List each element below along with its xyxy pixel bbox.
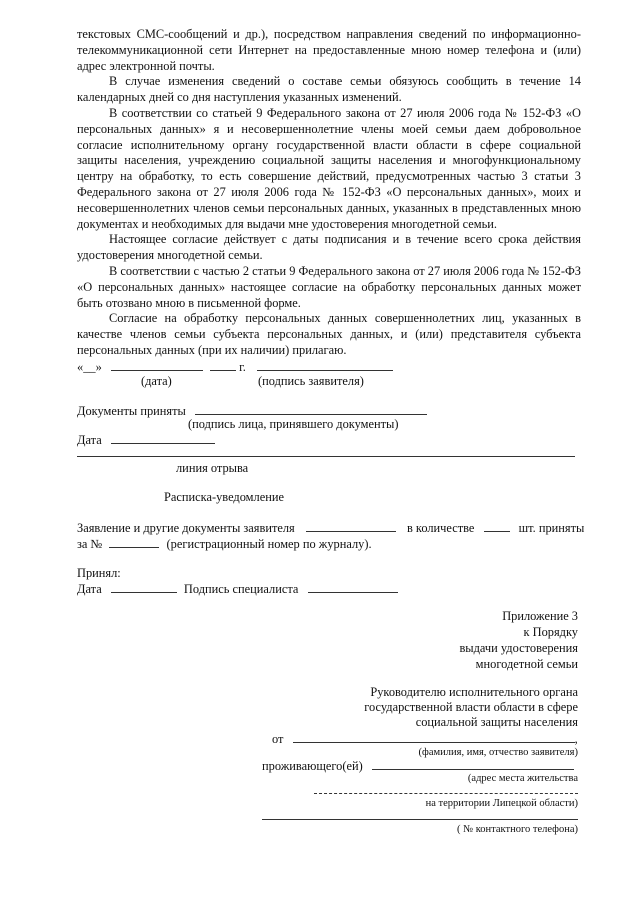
addressee-line: Руководителю исполнительного органа	[370, 685, 578, 699]
date-label: Дата	[77, 433, 102, 447]
residing-label: проживающего(ей)	[262, 759, 363, 773]
from-caption: (фамилия, имя, отчество заявителя)	[418, 747, 578, 758]
signature-date-row	[77, 359, 393, 375]
accepter-caption: (подпись лица, принявшего документы)	[188, 417, 399, 431]
signature-caption: (подпись заявителя)	[258, 374, 364, 388]
receipt-date-blank[interactable]	[111, 581, 177, 593]
date-blank[interactable]	[111, 432, 215, 444]
receipt-title: Расписка-уведомление	[164, 490, 284, 504]
receipt-text-a: Заявление и другие документы заявителя	[77, 521, 295, 535]
receipt-date-row	[77, 581, 398, 597]
from-label: от	[272, 732, 284, 746]
receipt-line-2	[77, 536, 372, 552]
accepted-label: Принял:	[77, 566, 121, 580]
region-caption: на территории Липецкой области)	[425, 798, 578, 809]
addressee-line: социальной защиты населения	[415, 715, 578, 729]
applicant-fullname-blank[interactable]	[293, 731, 575, 743]
year-suffix: г.	[239, 360, 246, 374]
tear-line-label: линия отрыва	[176, 461, 249, 475]
applicant-signature-blank[interactable]	[257, 359, 393, 371]
accepter-signature-blank[interactable]	[195, 403, 427, 415]
specialist-signature-blank[interactable]	[308, 581, 398, 593]
address-blank[interactable]	[372, 758, 574, 770]
receipt-text-c: шт. приняты	[518, 521, 585, 535]
appendix-line: Приложение 3	[502, 609, 578, 623]
receipt-number-label: за №	[77, 537, 103, 551]
registration-caption: (регистрационный номер по журналу).	[166, 537, 372, 551]
documents-accepted-label: Документы приняты	[77, 404, 186, 418]
address-caption: (адрес места жительства	[467, 773, 578, 784]
appendix-line: выдачи удостоверения	[459, 641, 578, 655]
consent-paragraph: В соответствии со статьей 9 Федерального закона от 27 июля 2006 года № 152-ФЗ «О персональных данных» я и несовершеннолетние члены моей семьи даем добровольное согласие исполнительному органу государственной власти области в сфере социальной защиты населения, учреждению социальной защиты населения и многофункциональному центру на обработку, то есть совершение действий, предусмотренных частью 3 статьи 3 Федерального закона от 27 июля 2006 года № 152-ФЗ «О персональных данных», моих и несовершеннолетних членов семьи персональных данных, указанных в представленных мною документах и необходимых для выдачи мне удостоверения многодетной семьи.	[77, 105, 581, 231]
consent-paragraph: текстовых СМС-сообщений и др.), посредством направления сведений по информационно-телекоммуникационной сети Интернет на предоставленные мною номер телефона и (или) адрес электронной почты.	[77, 27, 581, 73]
appendix-line: к Порядку	[523, 625, 578, 639]
day-placeholder: «__»	[77, 360, 102, 374]
document-count-blank[interactable]	[484, 520, 510, 532]
appendix-line: многодетной семьи	[475, 657, 578, 671]
receipt-date-label: Дата	[77, 582, 102, 596]
address-continuation-line[interactable]	[314, 793, 578, 794]
phone-caption: ( № контактного телефона)	[456, 824, 578, 835]
from-row: от ,	[272, 732, 578, 746]
consent-paragraph: В случае изменения сведений о составе семьи обязуюсь сообщить в течение 14 календарных дней со дня наступления указанных изменений.	[77, 74, 581, 105]
documents-date-row	[77, 432, 215, 448]
date-caption: (дата)	[141, 374, 172, 388]
year-blank[interactable]	[210, 359, 236, 371]
receipt-text-b: в количестве	[406, 521, 475, 535]
registration-number-blank[interactable]	[109, 536, 159, 548]
phone-line[interactable]	[262, 819, 578, 820]
applicant-name-blank[interactable]	[306, 520, 396, 532]
specialist-label: Подпись специалиста	[183, 582, 299, 596]
month-blank[interactable]	[111, 359, 203, 371]
consent-paragraph: Настоящее согласие действует с даты подписания и в течение всего срока действия удостоверения многодетной семьи.	[77, 232, 581, 263]
consent-paragraph: В соответствии с частью 2 статьи 9 Федерального закона от 27 июля 2006 года № 152-ФЗ «О персональных данных» настоящее согласие на обработку персональных данных может быть отозвано мною в письменной форме.	[77, 263, 581, 310]
tear-line-rule	[77, 456, 575, 457]
consent-paragraph: Согласие на обработку персональных данных совершеннолетних лиц, указанных в качестве членов семьи субъекта персональных данных, и (или) представителя субъекта персональных данных (при их наличии) прилагаю.	[77, 311, 581, 357]
appendix-header	[380, 608, 578, 672]
consent-text	[77, 27, 581, 359]
addressee-line: государственной власти области в сфере	[364, 700, 578, 714]
receipt-line-1	[77, 520, 584, 536]
addressee-block	[330, 685, 578, 730]
